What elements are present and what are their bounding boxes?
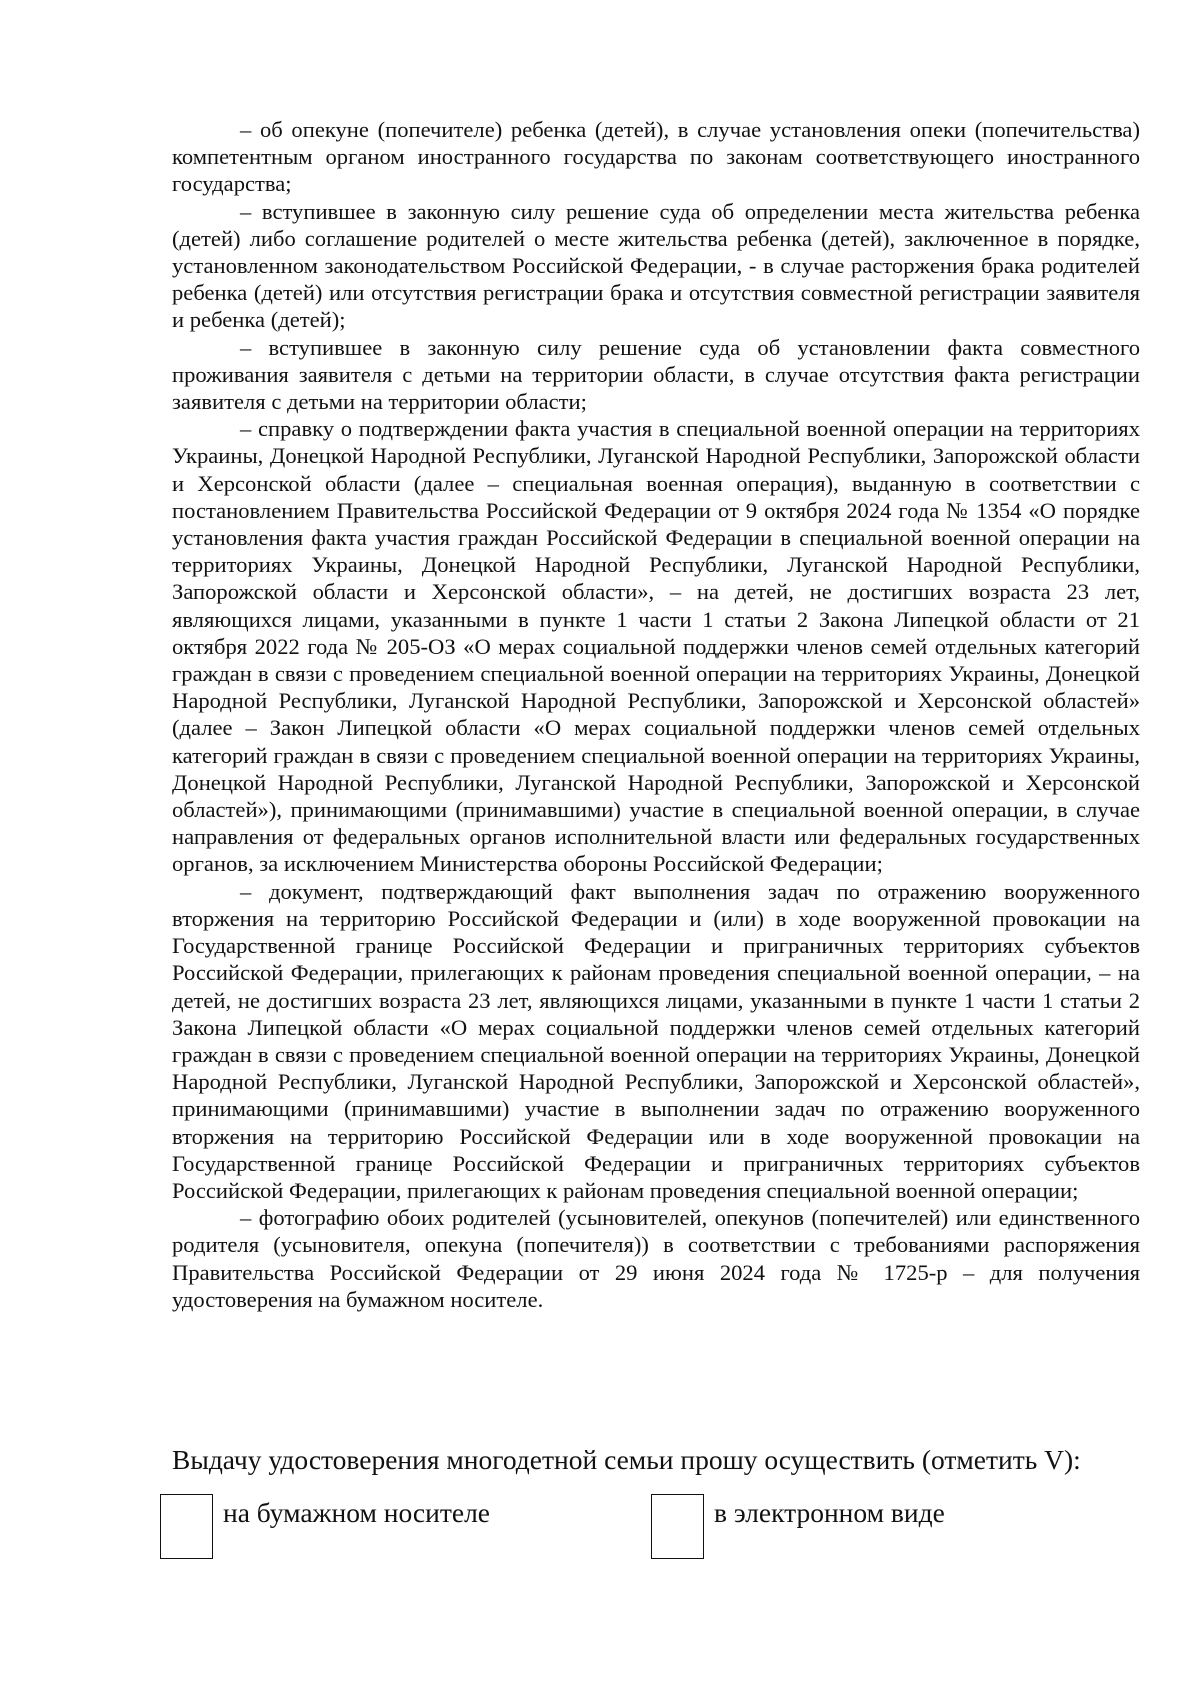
issuance-choice-title: Выдачу удостоверения многодетной семьи прошу осуществить (отметить V):: [172, 1444, 1081, 1475]
paragraph-guardian-info: – об опекуне (попечителе) ребенка (детей), в случае установления опеки (попечительства) компетентным органом иностранного государства по законам соответствующего иностранного государства;: [172, 117, 1140, 197]
electronic-checkbox[interactable]: [651, 1494, 704, 1559]
paragraph-border-defense-document: – документ, подтверждающий факт выполнения задач по отражению вооруженного вторжения на территорию Российской Федерации и (или) в ходе вооруженной провокации на Государственной границе Российской Федерации и приграничных территориях субъектов Российской Федерации, прилегающих к районам проведения специальной военной операции, – на детей, не достигших возраста 23 лет, являющихся лицами, указанными в пункте 1 части 1 статьи 2 Закона Липецкой области «О мерах социальной поддержки членов семей отдельных категорий граждан в связи с проведением специальной военной операции на территориях Украины, Донецкой Народной Республики, Луганской Народной Республики, Запорожской и Херсонской областей», принимающими (принимавшими) участие в выполнении задач по отражению вооруженного вторжения на территорию Российской Федерации или в ходе вооруженной провокации на Государственной границе Российской Федерации и приграничных территориях субъектов Российской Федерации, прилегающих к районам проведения специальной военной операции;: [172, 878, 1140, 1203]
option-paper: [160, 1494, 490, 1559]
document-body: [172, 116, 1140, 1313]
electronic-option-label: в электронном виде: [714, 1497, 945, 1528]
paragraph-court-cohabitation: – вступившее в законную силу решение суда об установлении факта совместного проживания заявителя с детьми на территории области, в случае отсутствия факта регистрации заявителя с детьми на территории области;: [172, 334, 1140, 415]
paper-option-label: на бумажном носителе: [223, 1497, 490, 1528]
paragraph-svo-certificate: – справку о подтверждении факта участия в специальной военной операции на территориях Украины, Донецкой Народной Республики, Луганской Народной Республики, Запорожской области и Херсонской области (далее – специальная военная операция), выданную в соответствии с постановлением Правительства Российской Федерации от 9 октября 2024 года № 1354 «О порядке установления факта участия граждан Российской Федерации в специальной военной операции на территориях Украины, Донецкой Народной Республики, Луганской Народной Республики, Запорожской области и Херсонской области», – на детей, не достигших возраста 23 лет, являющихся лицами, указанными в пункте 1 части 1 статьи 2 Закона Липецкой области от 21 октября 2022 года № 205-ОЗ «О мерах социальной поддержки членов семей отдельных категорий граждан в связи с проведением специальной военной операции на территориях Украины, Донецкой Народной Республики, Луганской Народной Республики, Запорожской и Херсонской областей» (далее – Закон Липецкой области «О мерах социальной поддержки членов семей отдельных категорий граждан в связи с проведением специальной военной операции на территориях Украины, Донецкой Народной Республики, Луганской Народной Республики, Запорожской и Херсонской областей»), принимающими (принимавшими) участие в специальной военной операции, в случае направления от федеральных органов исполнительной власти или федеральных государственных органов, за исключением Министерства обороны Российской Федерации;: [172, 416, 1140, 877]
option-electronic: [651, 1494, 945, 1559]
paragraph-parents-photo: – фотографию обоих родителей (усыновителей, опекунов (попечителей) или единственного родителя (усыновителя, опекуна (попечителя)) в соответствии с требованиями распоряжения Правительства Российской Федерации от 29 июня 2024 года № 1725-р – для получения удостоверения на бумажном носителе.: [172, 1205, 1140, 1312]
paragraph-court-residence: – вступившее в законную силу решение суда об определении места жительства ребенка (детей) либо соглашение родителей о месте жительства ребенка (детей), заключенное в порядке, установленном законодательством Российской Федерации, - в случае расторжения брака родителей ребенка (детей) или отсутствия регистрации брака и отсутствия совместной регистрации заявителя и ребенка (детей);: [172, 198, 1140, 333]
paper-checkbox[interactable]: [160, 1494, 213, 1559]
